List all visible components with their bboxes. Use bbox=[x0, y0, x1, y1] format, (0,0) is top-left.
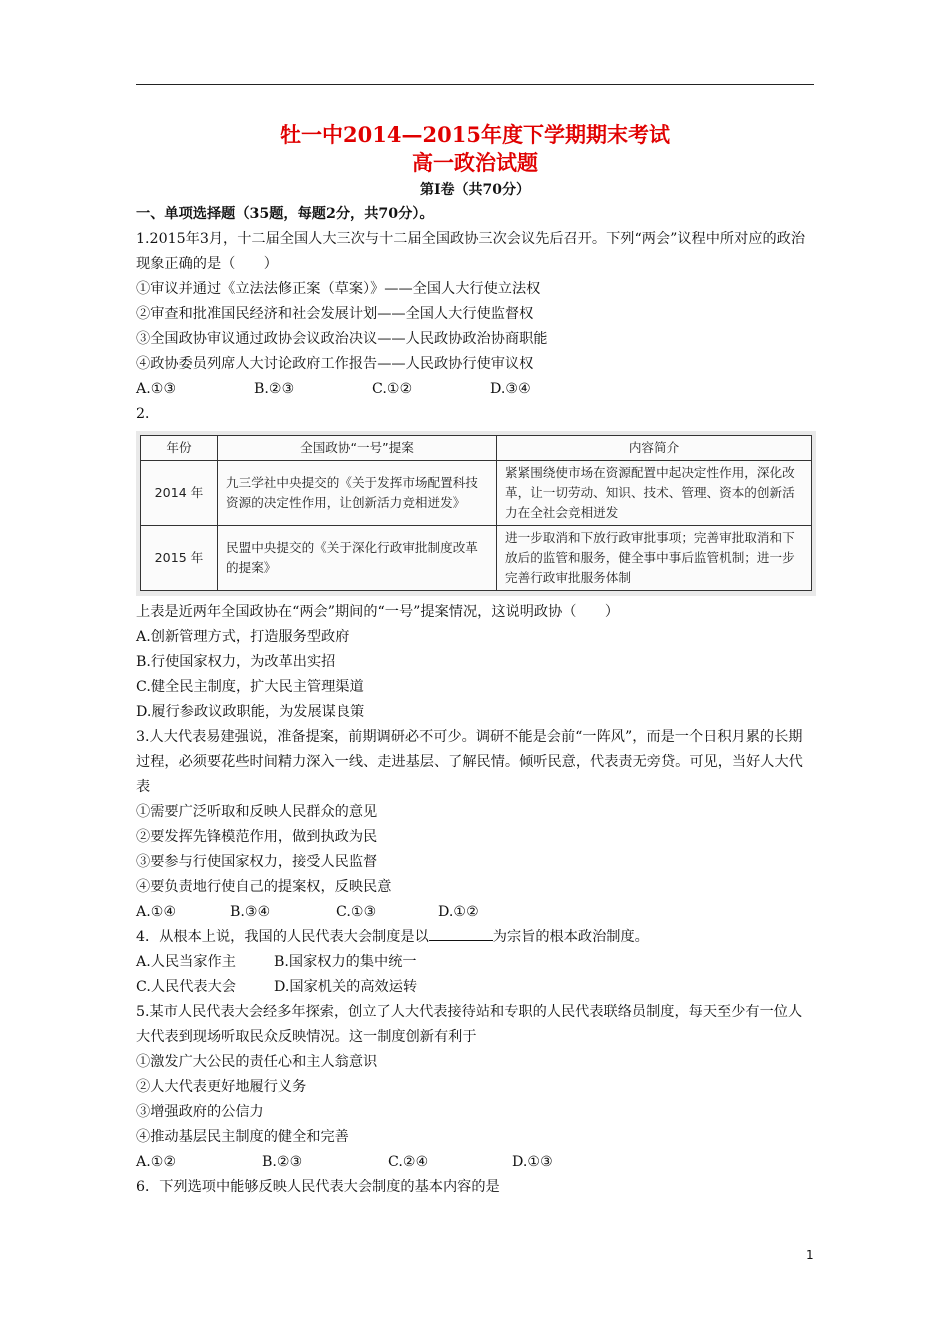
table-cell-summary: 紧紧围绕使市场在资源配置中起决定性作用，深化改革，让一切劳动、知识、技术、管理、资本的创新活力在全社会竞相迸发 bbox=[497, 461, 812, 526]
option-c: C.人民代表大会 bbox=[136, 979, 236, 995]
exam-title: 牡一中2014—2015年度下学期期末考试 bbox=[280, 122, 670, 147]
question-1-item: ①审议并通过《立法法修正案（草案）》——全国人大行使立法权 bbox=[136, 281, 541, 297]
question-1-item: ④政协委员列席人大讨论政府工作报告——人民政协行使审议权 bbox=[136, 356, 534, 372]
option-c: C.②④ bbox=[388, 1154, 429, 1170]
question-1-item: ③全国政协审议通过政协会议政治决议——人民政协政治协商职能 bbox=[136, 331, 548, 347]
question-4-stem-before: 4．从根本上说，我国的人民代表大会制度是以 bbox=[136, 929, 429, 945]
answer-blank bbox=[429, 926, 493, 941]
table-header-summary: 内容简介 bbox=[497, 436, 812, 461]
question-5-item: ②人大代表更好地履行义务 bbox=[136, 1079, 307, 1095]
question-5-options bbox=[136, 1150, 816, 1175]
table-cell-year: 2014 年 bbox=[141, 461, 218, 526]
question-1-stem: 1.2015年3月，十二届全国人大三次与十二届全国政协三次会议先后召开。下列“两会”议程中所对应的政治现象正确的是（ ） bbox=[136, 231, 806, 272]
header-rule bbox=[136, 84, 814, 85]
question-2-stem: 上表是近两年全国政协在“两会”期间的“一号”提案情况，这说明政协（ ） bbox=[136, 604, 620, 620]
table-cell-proposal: 民盟中央提交的《关于深化行政审批制度改革的提案》 bbox=[218, 526, 497, 591]
option-c: C.①③ bbox=[336, 904, 377, 920]
question-4-options-row2 bbox=[136, 975, 816, 1000]
exam-subtitle: 高一政治试题 bbox=[412, 150, 538, 175]
question-3-item: ③要参与行使国家权力，接受人民监督 bbox=[136, 854, 378, 870]
question-3-item: ①需要广泛听取和反映人民群众的意见 bbox=[136, 804, 378, 820]
question-4-options-row1 bbox=[136, 950, 816, 975]
question-2-option-d: D.履行参政议政职能，为发展谋良策 bbox=[136, 704, 365, 720]
option-d: D.①② bbox=[438, 904, 479, 920]
table-header-row bbox=[141, 436, 812, 461]
question-3-item: ④要负责地行使自己的提案权，反映民意 bbox=[136, 879, 392, 895]
option-d: D.①③ bbox=[512, 1154, 553, 1170]
section-heading: 一、单项选择题（35题，每题2分，共70分）。 bbox=[136, 206, 434, 222]
volume-label: 第Ⅰ卷（共70分） bbox=[419, 182, 531, 198]
option-b: B.②③ bbox=[262, 1154, 303, 1170]
option-a: A.①② bbox=[136, 1154, 177, 1170]
table-cell-summary: 进一步取消和下放行政审批事项；完善审批取消和下放后的监管和服务，健全事中事后监管机制；进一步完善行政审批服务体制 bbox=[497, 526, 812, 591]
question-3-item: ②要发挥先锋模范作用，做到执政为民 bbox=[136, 829, 378, 845]
question-4-stem bbox=[136, 925, 816, 950]
table-header-year: 年份 bbox=[141, 436, 218, 461]
option-c: C.①② bbox=[372, 381, 413, 397]
question-2-option-b: B.行使国家权力，为改革出实招 bbox=[136, 654, 336, 670]
question-2-option-c: C.健全民主制度，扩大民主管理渠道 bbox=[136, 679, 364, 695]
question-4-stem-after: 为宗旨的根本政治制度。 bbox=[492, 929, 649, 945]
question-5-item: ③增强政府的公信力 bbox=[136, 1104, 264, 1120]
page-number: 1 bbox=[806, 1248, 814, 1262]
question-1-options bbox=[136, 377, 816, 402]
option-a: A.人民当家作主 bbox=[136, 954, 236, 970]
option-a: A.①④ bbox=[136, 904, 177, 920]
table-row bbox=[141, 526, 812, 591]
question-5-stem: 5.某市人民代表大会经多年探索，创立了人大代表接待站和专职的人民代表联络员制度，每天至少有一位人大代表到现场听取民众反映情况。这一制度创新有利于 bbox=[136, 1004, 803, 1045]
question-5-item: ①激发广大公民的责任心和主人翁意识 bbox=[136, 1054, 378, 1070]
question-2-option-a: A.创新管理方式，打造服务型政府 bbox=[136, 629, 350, 645]
option-a: A.①③ bbox=[136, 381, 177, 397]
question-3-stem: 3.人大代表易建强说，准备提案，前期调研必不可少。调研不能是会前“一阵风”，而是一个日积月累的长期过程，必须要花些时间精力深入一线、走进基层、了解民情。倾听民意，代表责无旁贷。可见，当好人大代表 bbox=[136, 729, 803, 795]
option-b: B.国家权力的集中统一 bbox=[274, 954, 417, 970]
proposal-table bbox=[140, 435, 812, 591]
question-1-item: ②审查和批准国民经济和社会发展计划——全国人大行使监督权 bbox=[136, 306, 534, 322]
option-b: B.③④ bbox=[230, 904, 271, 920]
table-header-proposal: 全国政协“一号”提案 bbox=[218, 436, 497, 461]
table-cell-year: 2015 年 bbox=[141, 526, 218, 591]
option-b: B.②③ bbox=[254, 381, 295, 397]
proposal-table-frame bbox=[136, 431, 816, 596]
question-5-item: ④推动基层民主制度的健全和完善 bbox=[136, 1129, 349, 1145]
option-d: D.③④ bbox=[490, 381, 531, 397]
table-cell-proposal: 九三学社中央提交的《关于发挥市场配置科技资源的决定性作用，让创新活力竞相迸发》 bbox=[218, 461, 497, 526]
question-3-options bbox=[136, 900, 816, 925]
exam-body bbox=[136, 202, 816, 1200]
option-d: D.国家机关的高效运转 bbox=[274, 979, 418, 995]
question-2-number: 2． bbox=[136, 406, 160, 422]
question-6-stem: 6．下列选项中能够反映人民代表大会制度的基本内容的是 bbox=[136, 1179, 500, 1195]
table-row bbox=[141, 461, 812, 526]
